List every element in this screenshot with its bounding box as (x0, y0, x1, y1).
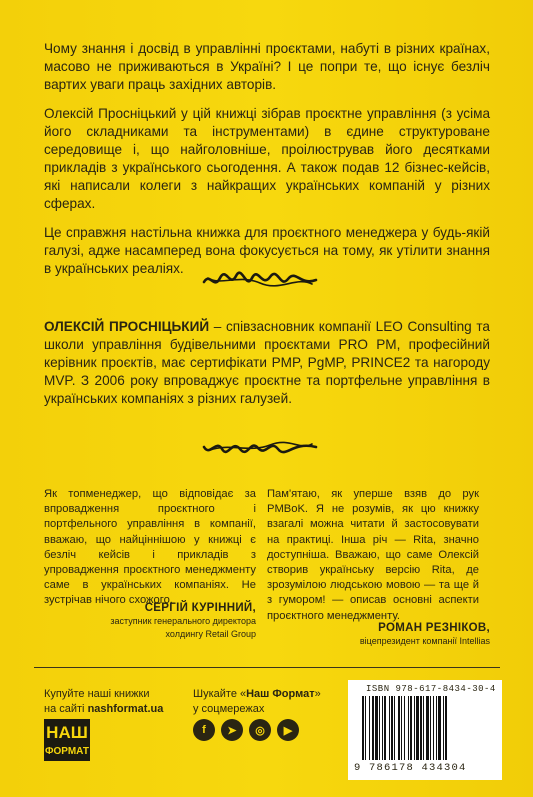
instagram-icon[interactable] (249, 719, 271, 741)
social-icons (193, 719, 299, 741)
facebook-icon[interactable] (193, 719, 215, 741)
youtube-glyph: ▶ (283, 724, 293, 737)
social-promo (193, 687, 321, 717)
quote-left-author: СЕРГІЙ КУРІННИЙ, (144, 602, 256, 614)
intro-paragraph-2: Олексій Просніцький у цій книжці зібрав проєктне управління (з усіма його складниками та інструментами) в єдине структуроване середовище і, що найголовніше, проілюстрував його десятками прикладів з українського сьогодення. А також подав 12 бізнес-кейсів, які написали колеги з найкращих українських компаній у різних сферах. (44, 106, 490, 211)
logo-text-top: НАШ (46, 723, 88, 742)
author-bio-text: – співзасновник компанії LEO Consulting та школи управління будівельними проєктами PRO PM, професійний керівник проєктів, має сертифікати PMP, PgMP, PRINCE2 та нагороду MVP. З 2006 року впроваджує проєктне та портфельне управління в українських компаніях з різних галузей. (44, 319, 490, 406)
quote-right-role: віцепрезидент компанії Intellias (359, 636, 490, 646)
author-name: ОЛЕКСІЙ ПРОСНІЦЬКИЙ (44, 319, 210, 334)
instagram-glyph: ◎ (255, 724, 265, 737)
site-link[interactable]: nashformat.ua (87, 703, 164, 715)
squiggle-divider-bottom (200, 435, 320, 459)
isbn-text: ISBN 978-617-8434-30-4 (366, 684, 496, 694)
quote-right: Пам'ятаю, як уперше взяв до рук PMBoK. Я не розумів, як цю книжку взагалі можна читати й застосовувати на практиці. Інша річ — Rita, значно доступніша. Вважаю, що саме Олексій створив українську версію Rita, де зрозумілою людською мовою — та ще й з гумором! — описав основні аспекти проєктного менеджменту. (267, 488, 479, 622)
barcode-digits: 9 786178 434304 (354, 762, 467, 774)
find-prefix: Шукайте « (193, 688, 247, 700)
quote-left: Як топменеджер, що відповідає за впровадження проєктного і портфельного управління в компанії, вважаю, що найціннішою у книжці є безліч кейсів і прикладів з упровадження проєктного менеджменту саме в українських компаніях. Не зустрічав нічого схожого. (44, 488, 256, 607)
barcode-icon (362, 696, 492, 760)
quote-left-signature (44, 602, 256, 640)
quote-right-author: РОМАН РЕЗНІКОВ, (378, 622, 490, 634)
find-suffix: » (314, 688, 321, 700)
telegram-glyph: ➤ (227, 724, 237, 737)
logo-text-bottom: ФОРМАТ (44, 746, 90, 757)
intro-paragraph-3: Це справжня настільна книжка для проєктного менеджера у будь-якій галузі, адже насамперед вона фокусується на тому, як утілити знання в українських реаліях. (44, 225, 490, 276)
buy-line-1: Купуйте наші книжки (44, 688, 150, 700)
find-brand: Наш Формат (246, 688, 315, 700)
quote-left-role-1: заступник генерального директора (110, 616, 256, 626)
author-bio (44, 318, 490, 408)
quote-left-role-2: холдингу Retail Group (165, 629, 256, 639)
squiggle-divider-top (200, 268, 320, 292)
facebook-glyph: f (202, 724, 206, 736)
barcode-panel (348, 680, 502, 780)
intro-text (44, 40, 490, 289)
divider-line (34, 667, 500, 668)
nash-format-logo (44, 719, 90, 761)
buy-line-2-prefix: на сайті (44, 703, 88, 715)
quote-right-signature (290, 622, 490, 647)
find-line-2: у соцмережах (193, 703, 265, 715)
buy-promo (44, 687, 163, 717)
intro-paragraph-1: Чому знання і досвід в управлінні проєктами, набуті в різних країнах, масово не приживаються в Україні? І це попри те, що існує безліч вартих уваги праць західних авторів. (44, 41, 490, 92)
youtube-icon[interactable] (277, 719, 299, 741)
telegram-icon[interactable] (221, 719, 243, 741)
